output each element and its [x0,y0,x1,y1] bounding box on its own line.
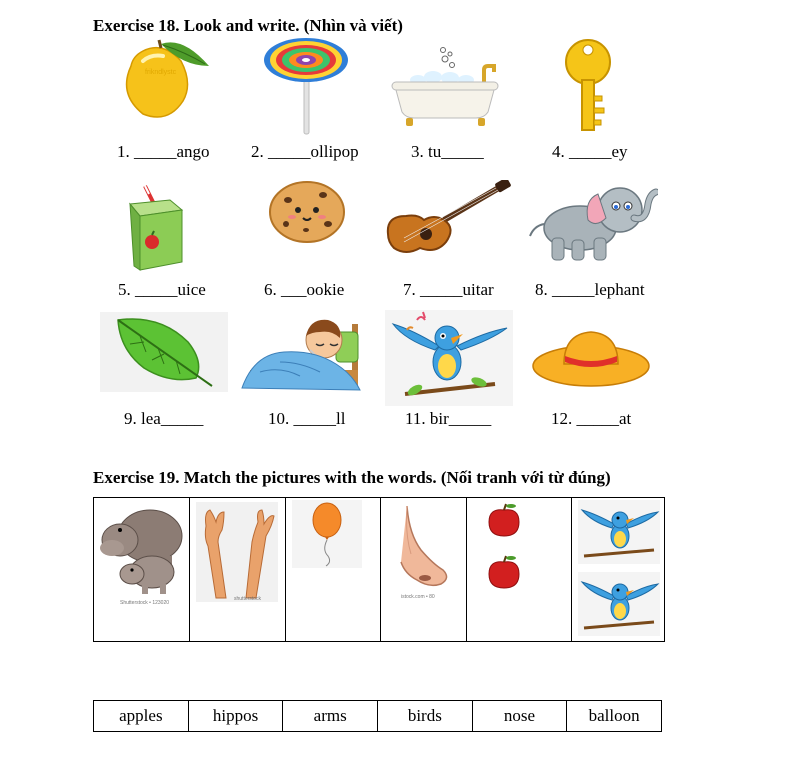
mango-watermark: frikndlystc [145,69,177,76]
picture-cell-birds[interactable] [572,498,665,642]
elephant-icon [528,180,658,264]
bird-icon [385,310,513,406]
arms-icon [196,502,278,602]
item-3-caption: 3. tu_____ [411,142,484,161]
balloon-icon [292,500,362,568]
mango-icon [113,36,213,120]
guitar-icon [384,180,514,256]
juice-box-icon [100,184,196,276]
lollipop-icon [262,36,352,136]
word-cell-arms[interactable]: arms [283,701,378,732]
item-9-caption: 9. lea_____ [124,409,204,428]
item-11-caption: 11. bir_____ [405,409,492,428]
word-table [93,700,662,732]
arms-credit: shutterstock [234,596,261,602]
key-icon [555,38,621,134]
picture-cell-hippos[interactable] [94,498,190,642]
item-7-caption: 7. _____uitar [403,280,494,299]
item-6-caption: 6. ___ookie [264,280,345,299]
word-cell-balloon[interactable]: balloon [567,701,662,732]
picture-cell-arms[interactable] [190,498,286,642]
item-5-caption: 5. _____uice [118,280,206,299]
word-cell-hippos[interactable]: hippos [188,701,283,732]
picture-cell-apples[interactable] [467,498,572,642]
item-12-caption: 12. _____at [551,409,632,428]
exercise-18-title: Exercise 18. Look and write. (Nhìn và viết) [93,16,403,35]
word-cell-birds[interactable]: birds [378,701,473,732]
hat-icon [530,322,652,388]
item-2-caption: 2. _____ollipop [251,142,359,161]
bathtub-icon [388,44,506,128]
item-4-caption: 4. _____ey [552,142,628,161]
leaf-icon [100,312,228,392]
nose-credit: istock.com • 80 [401,594,435,600]
exercise-19-title: Exercise 19. Match the pictures with the words. (Nối tranh với từ đúng) [93,468,611,487]
picture-cell-nose[interactable] [381,498,467,642]
hippos-icon [98,502,186,598]
nose-icon [387,504,461,594]
hippos-credit: Shutterstock • 123020 [120,600,170,606]
birds-icon [578,500,660,640]
item-10-caption: 10. _____ll [268,409,346,428]
word-cell-apples[interactable]: apples [94,701,189,732]
apples-icon [483,502,525,592]
cookie-icon [268,180,346,244]
picture-cell-balloon[interactable] [286,498,381,642]
child-in-bed-icon [240,310,374,396]
item-1-caption: 1. _____ango [117,142,210,161]
picture-table [93,497,665,642]
item-8-caption: 8. _____lephant [535,280,645,299]
word-cell-nose[interactable]: nose [472,701,567,732]
